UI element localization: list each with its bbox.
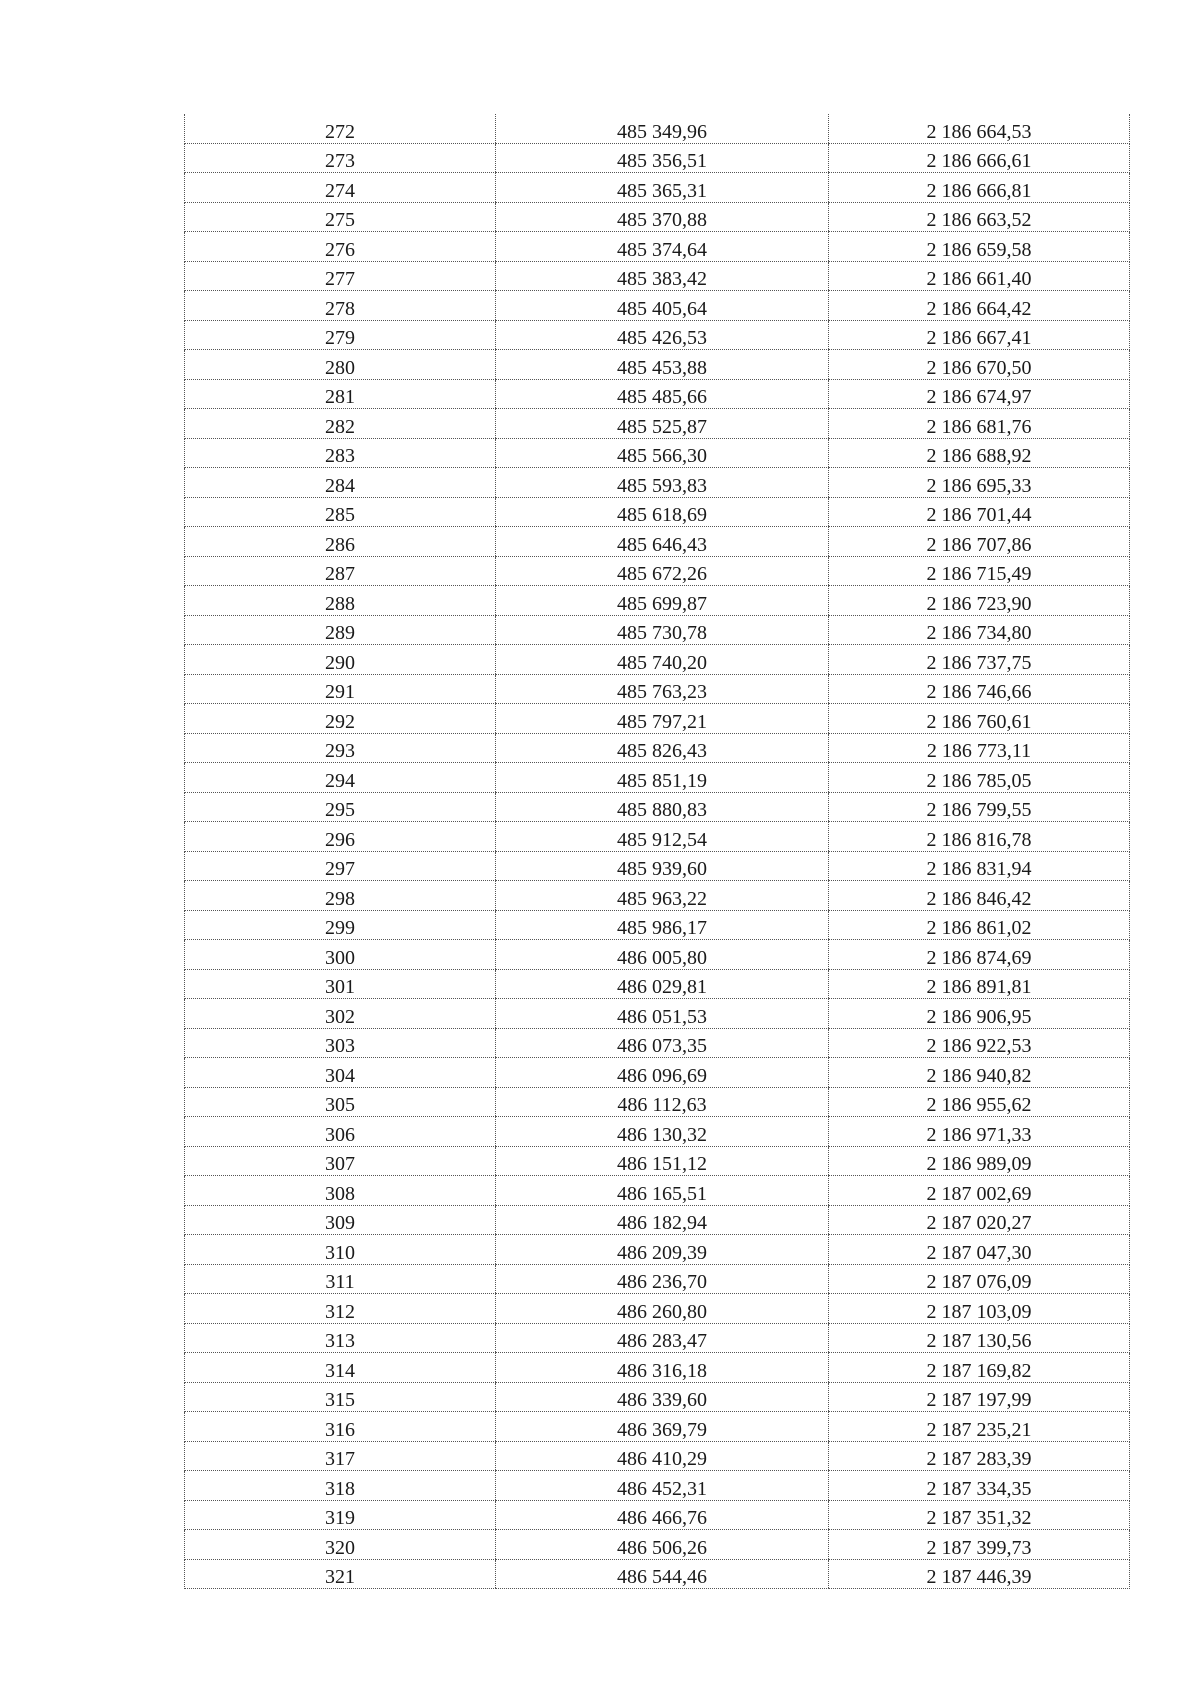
table-row bbox=[185, 940, 1130, 970]
point-number-cell: 307 bbox=[185, 1146, 496, 1176]
x-coordinate-cell: 486 452,31 bbox=[496, 1471, 829, 1501]
x-coordinate-cell: 486 260,80 bbox=[496, 1294, 829, 1324]
x-coordinate-cell: 485 370,88 bbox=[496, 202, 829, 232]
x-coordinate-cell: 486 029,81 bbox=[496, 969, 829, 999]
table-row bbox=[185, 1235, 1130, 1265]
point-number-cell: 320 bbox=[185, 1530, 496, 1560]
table-row bbox=[185, 202, 1130, 232]
x-coordinate-cell: 486 005,80 bbox=[496, 940, 829, 970]
point-number-cell: 305 bbox=[185, 1087, 496, 1117]
table-row bbox=[185, 173, 1130, 203]
table-row bbox=[185, 1353, 1130, 1383]
point-number-cell: 298 bbox=[185, 881, 496, 911]
table-row bbox=[185, 792, 1130, 822]
point-number-cell: 317 bbox=[185, 1441, 496, 1471]
table-row bbox=[185, 438, 1130, 468]
point-number-cell: 287 bbox=[185, 556, 496, 586]
y-coordinate-cell: 2 186 715,49 bbox=[829, 556, 1130, 586]
table-row bbox=[185, 143, 1130, 173]
point-number-cell: 292 bbox=[185, 704, 496, 734]
x-coordinate-cell: 486 410,29 bbox=[496, 1441, 829, 1471]
table-row bbox=[185, 379, 1130, 409]
y-coordinate-cell: 2 186 688,92 bbox=[829, 438, 1130, 468]
coordinates-table bbox=[184, 114, 1130, 1589]
y-coordinate-cell: 2 186 670,50 bbox=[829, 350, 1130, 380]
x-coordinate-cell: 485 826,43 bbox=[496, 733, 829, 763]
x-coordinate-cell: 485 426,53 bbox=[496, 320, 829, 350]
point-number-cell: 288 bbox=[185, 586, 496, 616]
table-row bbox=[185, 1500, 1130, 1530]
table-row bbox=[185, 615, 1130, 645]
point-number-cell: 312 bbox=[185, 1294, 496, 1324]
x-coordinate-cell: 485 699,87 bbox=[496, 586, 829, 616]
point-number-cell: 297 bbox=[185, 851, 496, 881]
point-number-cell: 295 bbox=[185, 792, 496, 822]
table-row bbox=[185, 763, 1130, 793]
x-coordinate-cell: 486 369,79 bbox=[496, 1412, 829, 1442]
table-row bbox=[185, 291, 1130, 321]
point-number-cell: 276 bbox=[185, 232, 496, 262]
table-row bbox=[185, 1559, 1130, 1589]
point-number-cell: 314 bbox=[185, 1353, 496, 1383]
y-coordinate-cell: 2 186 922,53 bbox=[829, 1028, 1130, 1058]
y-coordinate-cell: 2 187 399,73 bbox=[829, 1530, 1130, 1560]
y-coordinate-cell: 2 186 659,58 bbox=[829, 232, 1130, 262]
point-number-cell: 282 bbox=[185, 409, 496, 439]
x-coordinate-cell: 485 646,43 bbox=[496, 527, 829, 557]
point-number-cell: 315 bbox=[185, 1382, 496, 1412]
y-coordinate-cell: 2 187 130,56 bbox=[829, 1323, 1130, 1353]
y-coordinate-cell: 2 186 737,75 bbox=[829, 645, 1130, 675]
x-coordinate-cell: 485 365,31 bbox=[496, 173, 829, 203]
point-number-cell: 290 bbox=[185, 645, 496, 675]
x-coordinate-cell: 486 339,60 bbox=[496, 1382, 829, 1412]
point-number-cell: 296 bbox=[185, 822, 496, 852]
point-number-cell: 318 bbox=[185, 1471, 496, 1501]
x-coordinate-cell: 486 283,47 bbox=[496, 1323, 829, 1353]
y-coordinate-cell: 2 186 701,44 bbox=[829, 497, 1130, 527]
y-coordinate-cell: 2 187 169,82 bbox=[829, 1353, 1130, 1383]
x-coordinate-cell: 486 165,51 bbox=[496, 1176, 829, 1206]
table-row bbox=[185, 527, 1130, 557]
y-coordinate-cell: 2 186 666,81 bbox=[829, 173, 1130, 203]
x-coordinate-cell: 485 525,87 bbox=[496, 409, 829, 439]
y-coordinate-cell: 2 186 785,05 bbox=[829, 763, 1130, 793]
table-row bbox=[185, 851, 1130, 881]
y-coordinate-cell: 2 186 906,95 bbox=[829, 999, 1130, 1029]
point-number-cell: 279 bbox=[185, 320, 496, 350]
table-row bbox=[185, 1087, 1130, 1117]
point-number-cell: 275 bbox=[185, 202, 496, 232]
point-number-cell: 304 bbox=[185, 1058, 496, 1088]
table-row bbox=[185, 1117, 1130, 1147]
x-coordinate-cell: 485 405,64 bbox=[496, 291, 829, 321]
y-coordinate-cell: 2 187 351,32 bbox=[829, 1500, 1130, 1530]
point-number-cell: 289 bbox=[185, 615, 496, 645]
point-number-cell: 284 bbox=[185, 468, 496, 498]
table-row bbox=[185, 232, 1130, 262]
table-row bbox=[185, 320, 1130, 350]
x-coordinate-cell: 485 593,83 bbox=[496, 468, 829, 498]
y-coordinate-cell: 2 187 283,39 bbox=[829, 1441, 1130, 1471]
y-coordinate-cell: 2 186 861,02 bbox=[829, 910, 1130, 940]
point-number-cell: 286 bbox=[185, 527, 496, 557]
x-coordinate-cell: 485 880,83 bbox=[496, 792, 829, 822]
y-coordinate-cell: 2 186 734,80 bbox=[829, 615, 1130, 645]
x-coordinate-cell: 486 236,70 bbox=[496, 1264, 829, 1294]
point-number-cell: 313 bbox=[185, 1323, 496, 1353]
x-coordinate-cell: 486 466,76 bbox=[496, 1500, 829, 1530]
y-coordinate-cell: 2 186 799,55 bbox=[829, 792, 1130, 822]
y-coordinate-cell: 2 186 664,42 bbox=[829, 291, 1130, 321]
point-number-cell: 316 bbox=[185, 1412, 496, 1442]
x-coordinate-cell: 485 963,22 bbox=[496, 881, 829, 911]
table-row bbox=[185, 114, 1130, 143]
point-number-cell: 283 bbox=[185, 438, 496, 468]
y-coordinate-cell: 2 186 723,90 bbox=[829, 586, 1130, 616]
y-coordinate-cell: 2 186 971,33 bbox=[829, 1117, 1130, 1147]
table-row bbox=[185, 1382, 1130, 1412]
coordinates-table-wrapper bbox=[184, 114, 1129, 1589]
y-coordinate-cell: 2 186 663,52 bbox=[829, 202, 1130, 232]
table-row bbox=[185, 999, 1130, 1029]
y-coordinate-cell: 2 187 002,69 bbox=[829, 1176, 1130, 1206]
y-coordinate-cell: 2 186 846,42 bbox=[829, 881, 1130, 911]
table-row bbox=[185, 261, 1130, 291]
x-coordinate-cell: 485 618,69 bbox=[496, 497, 829, 527]
point-number-cell: 306 bbox=[185, 1117, 496, 1147]
x-coordinate-cell: 486 051,53 bbox=[496, 999, 829, 1029]
point-number-cell: 299 bbox=[185, 910, 496, 940]
y-coordinate-cell: 2 187 446,39 bbox=[829, 1559, 1130, 1589]
table-row bbox=[185, 910, 1130, 940]
x-coordinate-cell: 485 797,21 bbox=[496, 704, 829, 734]
x-coordinate-cell: 485 730,78 bbox=[496, 615, 829, 645]
table-row bbox=[185, 556, 1130, 586]
point-number-cell: 293 bbox=[185, 733, 496, 763]
x-coordinate-cell: 485 986,17 bbox=[496, 910, 829, 940]
table-row bbox=[185, 1530, 1130, 1560]
x-coordinate-cell: 485 939,60 bbox=[496, 851, 829, 881]
table-row bbox=[185, 1176, 1130, 1206]
point-number-cell: 303 bbox=[185, 1028, 496, 1058]
point-number-cell: 291 bbox=[185, 674, 496, 704]
point-number-cell: 319 bbox=[185, 1500, 496, 1530]
table-row bbox=[185, 1471, 1130, 1501]
table-row bbox=[185, 586, 1130, 616]
y-coordinate-cell: 2 187 235,21 bbox=[829, 1412, 1130, 1442]
x-coordinate-cell: 485 763,23 bbox=[496, 674, 829, 704]
y-coordinate-cell: 2 186 891,81 bbox=[829, 969, 1130, 999]
y-coordinate-cell: 2 186 707,86 bbox=[829, 527, 1130, 557]
point-number-cell: 272 bbox=[185, 114, 496, 143]
table-row bbox=[185, 881, 1130, 911]
y-coordinate-cell: 2 186 989,09 bbox=[829, 1146, 1130, 1176]
x-coordinate-cell: 486 182,94 bbox=[496, 1205, 829, 1235]
y-coordinate-cell: 2 186 940,82 bbox=[829, 1058, 1130, 1088]
x-coordinate-cell: 486 130,32 bbox=[496, 1117, 829, 1147]
table-row bbox=[185, 1146, 1130, 1176]
y-coordinate-cell: 2 186 816,78 bbox=[829, 822, 1130, 852]
table-row bbox=[185, 1412, 1130, 1442]
point-number-cell: 277 bbox=[185, 261, 496, 291]
y-coordinate-cell: 2 186 760,61 bbox=[829, 704, 1130, 734]
table-row bbox=[185, 733, 1130, 763]
x-coordinate-cell: 486 151,12 bbox=[496, 1146, 829, 1176]
table-row bbox=[185, 1205, 1130, 1235]
y-coordinate-cell: 2 186 667,41 bbox=[829, 320, 1130, 350]
point-number-cell: 285 bbox=[185, 497, 496, 527]
point-number-cell: 280 bbox=[185, 350, 496, 380]
x-coordinate-cell: 486 096,69 bbox=[496, 1058, 829, 1088]
table-row bbox=[185, 1058, 1130, 1088]
point-number-cell: 302 bbox=[185, 999, 496, 1029]
table-row bbox=[185, 497, 1130, 527]
y-coordinate-cell: 2 187 197,99 bbox=[829, 1382, 1130, 1412]
table-row bbox=[185, 1441, 1130, 1471]
y-coordinate-cell: 2 186 746,66 bbox=[829, 674, 1130, 704]
point-number-cell: 301 bbox=[185, 969, 496, 999]
x-coordinate-cell: 485 374,64 bbox=[496, 232, 829, 262]
x-coordinate-cell: 485 912,54 bbox=[496, 822, 829, 852]
table-row bbox=[185, 350, 1130, 380]
point-number-cell: 278 bbox=[185, 291, 496, 321]
x-coordinate-cell: 486 073,35 bbox=[496, 1028, 829, 1058]
coordinates-table-body bbox=[185, 114, 1130, 1589]
x-coordinate-cell: 486 209,39 bbox=[496, 1235, 829, 1265]
table-row bbox=[185, 1264, 1130, 1294]
point-number-cell: 308 bbox=[185, 1176, 496, 1206]
x-coordinate-cell: 486 112,63 bbox=[496, 1087, 829, 1117]
x-coordinate-cell: 485 349,96 bbox=[496, 114, 829, 143]
y-coordinate-cell: 2 187 076,09 bbox=[829, 1264, 1130, 1294]
y-coordinate-cell: 2 187 334,35 bbox=[829, 1471, 1130, 1501]
table-row bbox=[185, 1028, 1130, 1058]
table-row bbox=[185, 645, 1130, 675]
point-number-cell: 309 bbox=[185, 1205, 496, 1235]
y-coordinate-cell: 2 186 874,69 bbox=[829, 940, 1130, 970]
x-coordinate-cell: 485 740,20 bbox=[496, 645, 829, 675]
x-coordinate-cell: 486 316,18 bbox=[496, 1353, 829, 1383]
table-row bbox=[185, 1323, 1130, 1353]
y-coordinate-cell: 2 186 955,62 bbox=[829, 1087, 1130, 1117]
y-coordinate-cell: 2 186 661,40 bbox=[829, 261, 1130, 291]
y-coordinate-cell: 2 186 773,11 bbox=[829, 733, 1130, 763]
point-number-cell: 294 bbox=[185, 763, 496, 793]
y-coordinate-cell: 2 186 831,94 bbox=[829, 851, 1130, 881]
x-coordinate-cell: 486 544,46 bbox=[496, 1559, 829, 1589]
x-coordinate-cell: 485 383,42 bbox=[496, 261, 829, 291]
x-coordinate-cell: 485 851,19 bbox=[496, 763, 829, 793]
y-coordinate-cell: 2 187 020,27 bbox=[829, 1205, 1130, 1235]
table-row bbox=[185, 468, 1130, 498]
x-coordinate-cell: 486 506,26 bbox=[496, 1530, 829, 1560]
point-number-cell: 321 bbox=[185, 1559, 496, 1589]
y-coordinate-cell: 2 186 664,53 bbox=[829, 114, 1130, 143]
point-number-cell: 310 bbox=[185, 1235, 496, 1265]
x-coordinate-cell: 485 566,30 bbox=[496, 438, 829, 468]
y-coordinate-cell: 2 186 674,97 bbox=[829, 379, 1130, 409]
point-number-cell: 273 bbox=[185, 143, 496, 173]
y-coordinate-cell: 2 186 681,76 bbox=[829, 409, 1130, 439]
point-number-cell: 274 bbox=[185, 173, 496, 203]
y-coordinate-cell: 2 187 047,30 bbox=[829, 1235, 1130, 1265]
point-number-cell: 281 bbox=[185, 379, 496, 409]
table-row bbox=[185, 969, 1130, 999]
table-row bbox=[185, 704, 1130, 734]
y-coordinate-cell: 2 186 666,61 bbox=[829, 143, 1130, 173]
point-number-cell: 300 bbox=[185, 940, 496, 970]
x-coordinate-cell: 485 485,66 bbox=[496, 379, 829, 409]
table-row bbox=[185, 409, 1130, 439]
x-coordinate-cell: 485 672,26 bbox=[496, 556, 829, 586]
x-coordinate-cell: 485 453,88 bbox=[496, 350, 829, 380]
table-row bbox=[185, 822, 1130, 852]
table-row bbox=[185, 1294, 1130, 1324]
y-coordinate-cell: 2 187 103,09 bbox=[829, 1294, 1130, 1324]
point-number-cell: 311 bbox=[185, 1264, 496, 1294]
table-row bbox=[185, 674, 1130, 704]
x-coordinate-cell: 485 356,51 bbox=[496, 143, 829, 173]
y-coordinate-cell: 2 186 695,33 bbox=[829, 468, 1130, 498]
